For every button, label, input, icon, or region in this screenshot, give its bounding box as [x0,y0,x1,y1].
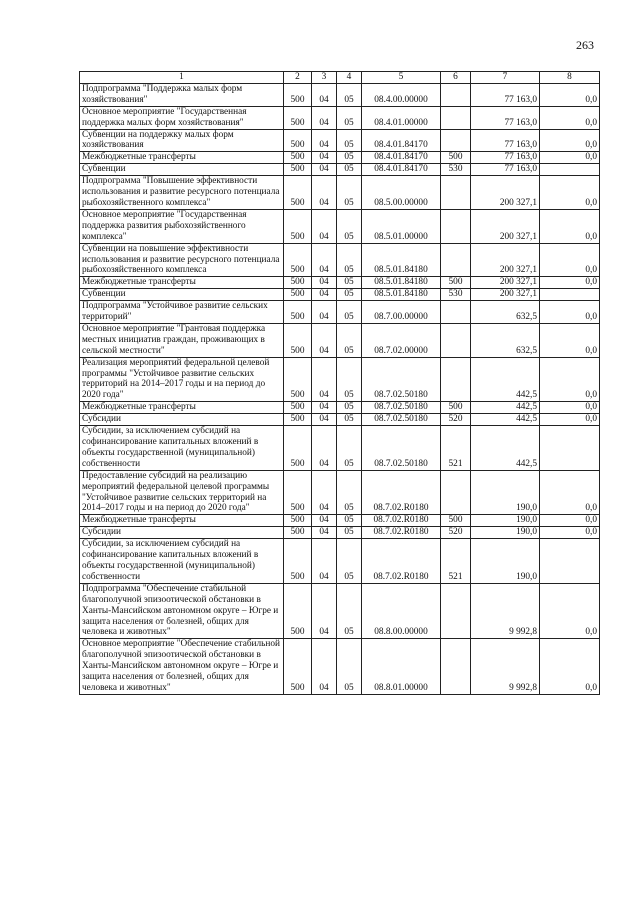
row-expense-type [441,243,471,277]
row-subsection-code: 05 [337,176,362,210]
row-federal-amount: 0,0 [540,106,600,129]
table-row [80,277,600,289]
table-row [80,106,600,129]
table-row [80,414,600,426]
table-row [80,470,600,515]
row-expense-type [441,106,471,129]
row-ministry-code: 500 [284,357,312,402]
row-expense-type [441,639,471,695]
row-federal-amount: 0,0 [540,277,600,289]
row-target-article: 08.7.02.R0180 [362,470,441,515]
row-subsection-code: 05 [337,539,362,584]
row-ministry-code: 500 [284,106,312,129]
row-ministry-code: 500 [284,152,312,164]
row-name: Подпрограмма "Повышение эффективности использования и развитие ресурсного потенциала рыбохозяйственного комплекса" [80,176,284,210]
row-target-article: 08.5.01.84180 [362,289,441,301]
row-section-code: 04 [312,209,337,243]
row-expense-type: 520 [441,527,471,539]
row-federal-amount: 0,0 [540,152,600,164]
row-section-code: 04 [312,301,337,324]
row-target-article: 08.4.01.00000 [362,106,441,129]
row-subsection-code: 05 [337,243,362,277]
row-federal-amount: 0,0 [540,323,600,357]
budget-table [79,71,600,695]
row-name: Подпрограмма "Устойчивое развитие сельских территорий" [80,301,284,324]
row-amount: 442,5 [471,426,540,471]
row-name: Межбюджетные трансферты [80,277,284,289]
row-name: Предоставление субсидий на реализацию мероприятий федеральной целевой программы "Устойчивое развитие сельских территорий на 2014–2017 годы и на период до 2020 года" [80,470,284,515]
row-amount: 190,0 [471,515,540,527]
row-subsection-code: 05 [337,209,362,243]
row-target-article: 08.8.00.00000 [362,583,441,639]
row-target-article: 08.4.01.84170 [362,152,441,164]
row-expense-type [441,323,471,357]
row-section-code: 04 [312,277,337,289]
row-name: Основное мероприятие "Государственная поддержка малых форм хозяйствования" [80,106,284,129]
row-ministry-code: 500 [284,289,312,301]
row-target-article: 08.5.01.84180 [362,243,441,277]
row-federal-amount: 0,0 [540,357,600,402]
row-target-article: 08.7.02.50180 [362,357,441,402]
row-ministry-code: 500 [284,414,312,426]
row-amount: 200 327,1 [471,209,540,243]
table-row [80,583,600,639]
row-federal-amount [540,539,600,584]
table-row [80,426,600,471]
table-row [80,164,600,176]
row-federal-amount: 0,0 [540,301,600,324]
row-expense-type [441,209,471,243]
page-number: 263 [576,38,594,52]
row-name: Субсидии, за исключением субсидий на софинансирование капитальных вложений в объекты государственной (муниципальной) собственности [80,426,284,471]
row-ministry-code: 500 [284,176,312,210]
row-amount: 200 327,1 [471,277,540,289]
row-name: Субсидии, за исключением субсидий на софинансирование капитальных вложений в объекты государственной (муниципальной) собственности [80,539,284,584]
row-section-code: 04 [312,243,337,277]
row-target-article: 08.7.02.50180 [362,402,441,414]
row-name: Основное мероприятие "Грантовая поддержка местных инициатив граждан, проживающих в сельской местности" [80,323,284,357]
row-ministry-code: 500 [284,243,312,277]
table-row [80,539,600,584]
row-expense-type [441,583,471,639]
row-amount: 200 327,1 [471,243,540,277]
row-amount: 77 163,0 [471,164,540,176]
row-name: Подпрограмма "Обеспечение стабильной благополучной эпизоотической обстановки в Ханты-Мансийском автономном округе – Югре и защита населения от болезней, общих для человека и животных" [80,583,284,639]
row-section-code: 04 [312,414,337,426]
row-amount: 632,5 [471,301,540,324]
row-ministry-code: 500 [284,277,312,289]
row-target-article: 08.7.02.R0180 [362,527,441,539]
row-federal-amount: 0,0 [540,209,600,243]
row-name: Субсидии [80,527,284,539]
row-name: Основное мероприятие "Государственная поддержка развития рыбохозяйственного комплекса" [80,209,284,243]
row-name: Межбюджетные трансферты [80,402,284,414]
column-header: 4 [337,72,362,84]
row-name: Межбюджетные трансферты [80,515,284,527]
row-name: Субвенции на поддержку малых форм хозяйствования [80,129,284,152]
row-amount: 77 163,0 [471,129,540,152]
table-row [80,209,600,243]
row-name: Субвенции на повышение эффективности использования и развитие ресурсного потенциала рыбохозяйственного комплекса [80,243,284,277]
row-subsection-code: 05 [337,277,362,289]
row-subsection-code: 05 [337,152,362,164]
row-federal-amount: 0,0 [540,83,600,106]
row-section-code: 04 [312,83,337,106]
row-expense-type: 500 [441,515,471,527]
row-subsection-code: 05 [337,289,362,301]
row-ministry-code: 500 [284,515,312,527]
row-subsection-code: 05 [337,83,362,106]
row-section-code: 04 [312,152,337,164]
row-amount: 442,5 [471,414,540,426]
table-row [80,515,600,527]
row-ministry-code: 500 [284,402,312,414]
table-row [80,83,600,106]
row-subsection-code: 05 [337,323,362,357]
row-name: Основное мероприятие "Обеспечение стабильной благополучной эпизоотической обстановки в Ханты-Мансийском автономном округе – Югре и защита населения от болезней, общих для человека и животных" [80,639,284,695]
column-header: 7 [471,72,540,84]
row-subsection-code: 05 [337,106,362,129]
row-amount: 9 992,8 [471,583,540,639]
row-ministry-code: 500 [284,209,312,243]
row-section-code: 04 [312,176,337,210]
row-federal-amount: 0,0 [540,583,600,639]
row-expense-type [441,176,471,210]
row-target-article: 08.4.01.84170 [362,129,441,152]
row-expense-type [441,301,471,324]
row-subsection-code: 05 [337,470,362,515]
column-header: 8 [540,72,600,84]
row-federal-amount: 0,0 [540,129,600,152]
row-target-article: 08.5.01.84180 [362,277,441,289]
row-ministry-code: 500 [284,583,312,639]
row-amount: 190,0 [471,470,540,515]
row-amount: 77 163,0 [471,83,540,106]
row-amount: 442,5 [471,402,540,414]
row-federal-amount: 0,0 [540,639,600,695]
row-federal-amount: 0,0 [540,414,600,426]
row-expense-type [441,357,471,402]
table-row [80,129,600,152]
row-section-code: 04 [312,289,337,301]
table-row [80,323,600,357]
row-subsection-code: 05 [337,583,362,639]
row-expense-type: 500 [441,277,471,289]
row-name: Межбюджетные трансферты [80,152,284,164]
column-header: 5 [362,72,441,84]
row-subsection-code: 05 [337,402,362,414]
row-target-article: 08.5.00.00000 [362,176,441,210]
row-expense-type: 530 [441,164,471,176]
table-row [80,301,600,324]
row-subsection-code: 05 [337,357,362,402]
row-section-code: 04 [312,357,337,402]
row-amount: 77 163,0 [471,106,540,129]
row-amount: 9 992,8 [471,639,540,695]
row-subsection-code: 05 [337,301,362,324]
row-subsection-code: 05 [337,414,362,426]
row-ministry-code: 500 [284,539,312,584]
row-federal-amount [540,289,600,301]
row-section-code: 04 [312,164,337,176]
row-target-article: 08.4.00.00000 [362,83,441,106]
row-expense-type [441,129,471,152]
row-amount: 190,0 [471,539,540,584]
row-ministry-code: 500 [284,164,312,176]
row-subsection-code: 05 [337,639,362,695]
row-expense-type: 521 [441,426,471,471]
table-row [80,152,600,164]
table-row [80,289,600,301]
row-target-article: 08.7.00.00000 [362,301,441,324]
row-ministry-code: 500 [284,83,312,106]
row-subsection-code: 05 [337,129,362,152]
row-federal-amount [540,164,600,176]
row-expense-type: 500 [441,402,471,414]
header-row [80,72,600,84]
row-ministry-code: 500 [284,323,312,357]
row-subsection-code: 05 [337,527,362,539]
row-expense-type: 530 [441,289,471,301]
table-row [80,243,600,277]
row-federal-amount: 0,0 [540,402,600,414]
row-target-article: 08.7.02.R0180 [362,539,441,584]
row-expense-type: 521 [441,539,471,584]
row-section-code: 04 [312,515,337,527]
row-section-code: 04 [312,426,337,471]
row-ministry-code: 500 [284,470,312,515]
row-target-article: 08.7.02.00000 [362,323,441,357]
row-expense-type: 500 [441,152,471,164]
table-row [80,639,600,695]
row-ministry-code: 500 [284,426,312,471]
row-section-code: 04 [312,583,337,639]
row-name: Субсидии [80,414,284,426]
row-ministry-code: 500 [284,129,312,152]
row-subsection-code: 05 [337,164,362,176]
row-target-article: 08.7.02.50180 [362,426,441,471]
row-amount: 442,5 [471,357,540,402]
row-federal-amount: 0,0 [540,470,600,515]
row-amount: 190,0 [471,527,540,539]
column-header: 2 [284,72,312,84]
row-amount: 632,5 [471,323,540,357]
row-target-article: 08.5.01.00000 [362,209,441,243]
row-ministry-code: 500 [284,301,312,324]
row-federal-amount: 0,0 [540,515,600,527]
row-section-code: 04 [312,323,337,357]
row-name: Субвенции [80,289,284,301]
row-subsection-code: 05 [337,515,362,527]
row-federal-amount [540,426,600,471]
row-section-code: 04 [312,129,337,152]
row-federal-amount: 0,0 [540,527,600,539]
table-row [80,527,600,539]
row-subsection-code: 05 [337,426,362,471]
row-expense-type [441,83,471,106]
row-amount: 200 327,1 [471,176,540,210]
row-ministry-code: 500 [284,639,312,695]
row-name: Субвенции [80,164,284,176]
row-amount: 77 163,0 [471,152,540,164]
row-target-article: 08.4.01.84170 [362,164,441,176]
table-row [80,357,600,402]
column-header: 3 [312,72,337,84]
row-federal-amount: 0,0 [540,243,600,277]
row-ministry-code: 500 [284,527,312,539]
column-header: 1 [80,72,284,84]
row-section-code: 04 [312,470,337,515]
row-target-article: 08.8.01.00000 [362,639,441,695]
row-section-code: 04 [312,527,337,539]
row-federal-amount: 0,0 [540,176,600,210]
row-section-code: 04 [312,106,337,129]
row-expense-type [441,470,471,515]
table-row [80,402,600,414]
row-section-code: 04 [312,639,337,695]
table-row [80,176,600,210]
row-amount: 200 327,1 [471,289,540,301]
row-name: Подпрограмма "Поддержка малых форм хозяйствования" [80,83,284,106]
row-section-code: 04 [312,539,337,584]
row-section-code: 04 [312,402,337,414]
column-header: 6 [441,72,471,84]
row-target-article: 08.7.02.R0180 [362,515,441,527]
row-target-article: 08.7.02.50180 [362,414,441,426]
row-expense-type: 520 [441,414,471,426]
row-name: Реализация мероприятий федеральной целевой программы "Устойчивое развитие сельских территорий на 2014–2017 годы и на период до 2020 года" [80,357,284,402]
